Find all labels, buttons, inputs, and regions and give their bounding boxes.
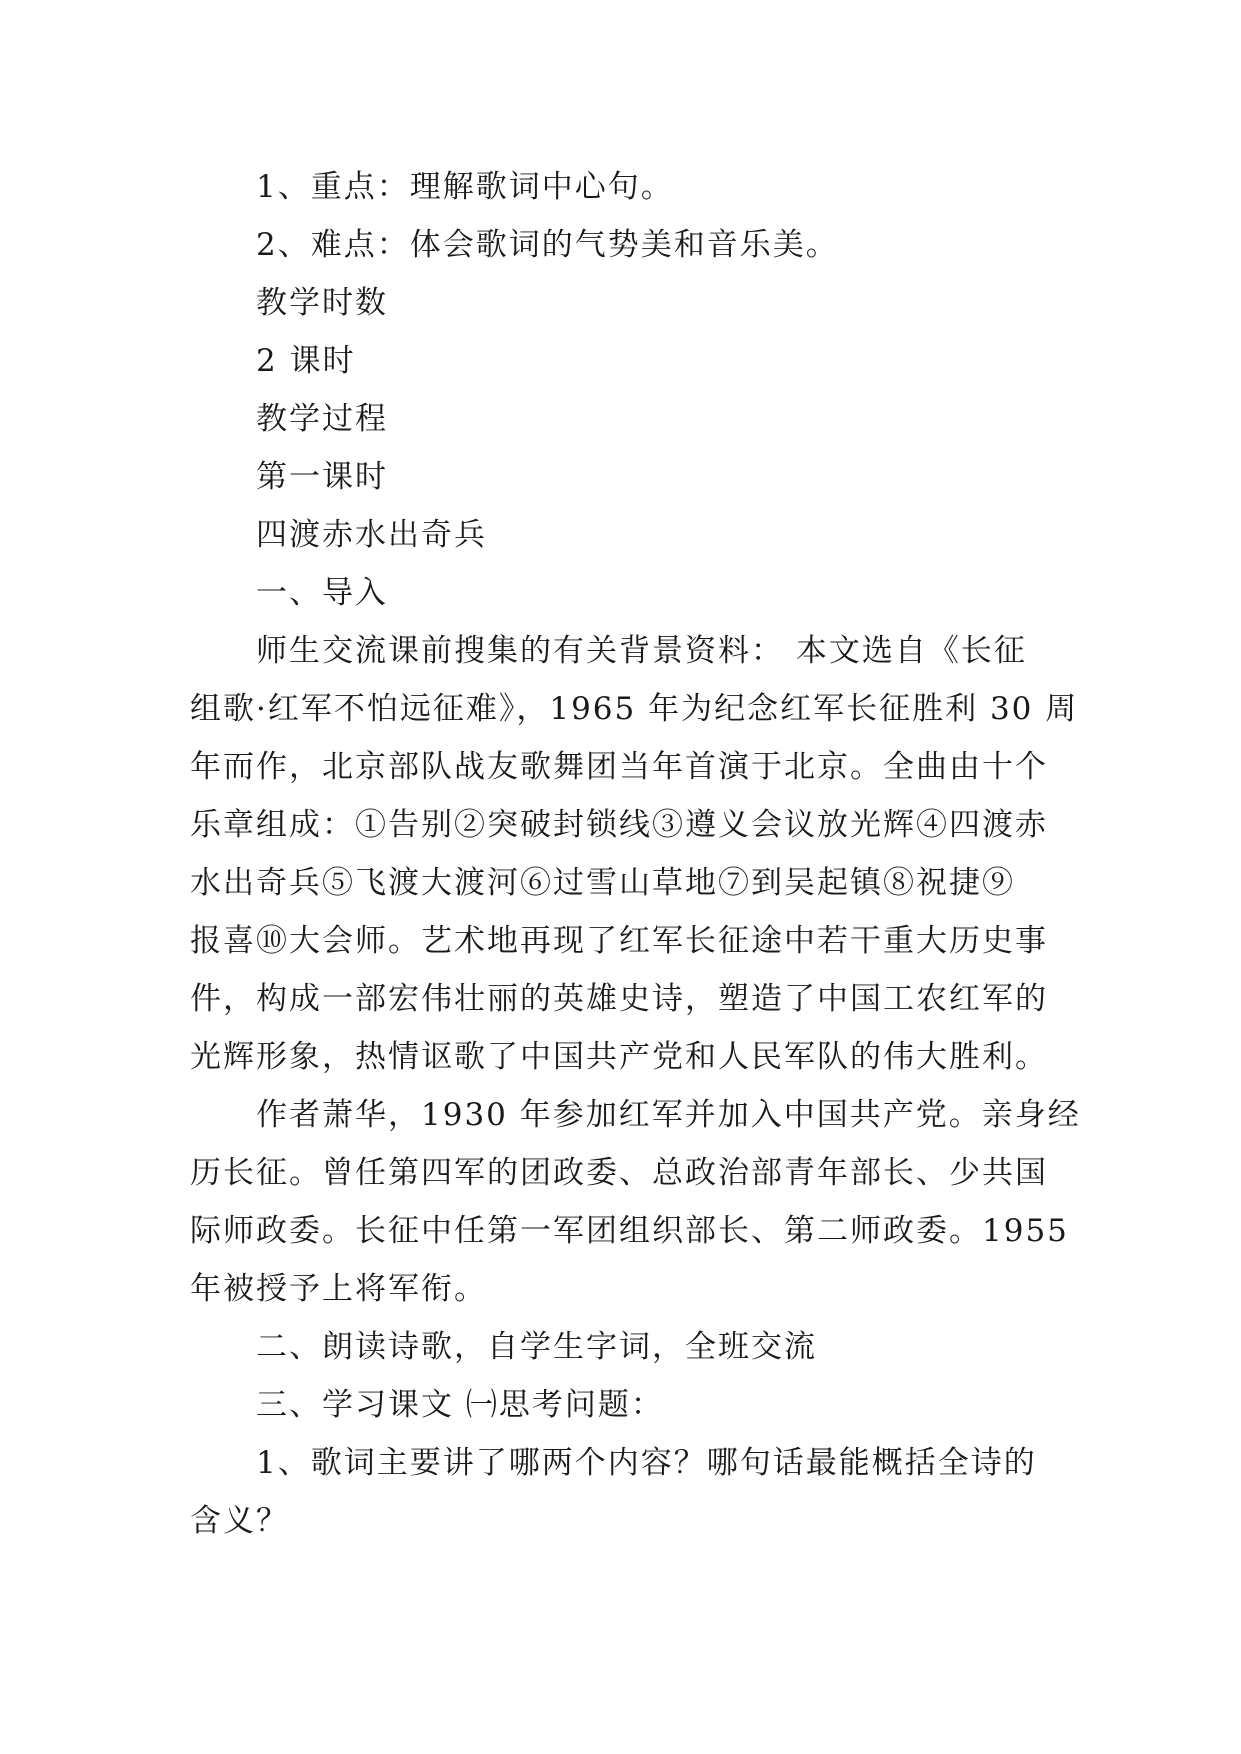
teaching-process-heading: 教学过程 bbox=[256, 401, 388, 437]
paragraph-line: 师生交流课前搜集的有关背景资料： 本文选自《长征 bbox=[256, 633, 1027, 669]
paragraph-line: 乐章组成：①告别②突破封锁线③遵义会议放光辉④四渡赤 bbox=[190, 807, 1048, 843]
paragraph-line: 件，构成一部宏伟壮丽的英雄史诗，塑造了中国工农红军的 bbox=[190, 981, 1048, 1017]
teaching-hours-heading: 教学时数 bbox=[256, 285, 388, 321]
paragraph-line: 作者萧华，1930 年参加红军并加入中国共产党。亲身经 bbox=[256, 1097, 1081, 1133]
teaching-hours-value: 2 课时 bbox=[256, 343, 356, 379]
paragraph-line: 水出奇兵⑤飞渡大渡河⑥过雪山草地⑦到吴起镇⑧祝捷⑨ bbox=[190, 865, 1015, 901]
key-point-line: 1、重点：理解歌词中心句。 bbox=[256, 169, 674, 205]
paragraph-line: 光辉形象，热情讴歌了中国共产党和人民军队的伟大胜利。 bbox=[190, 1039, 1048, 1075]
study-heading: 三、学习课文 ㈠思考问题： bbox=[256, 1387, 664, 1423]
paragraph-line: 含义？ bbox=[190, 1503, 289, 1539]
difficult-point-line: 2、难点：体会歌词的气势美和音乐美。 bbox=[256, 227, 839, 263]
paragraph-line: 报喜⑩大会师。艺术地再现了红军长征途中若干重大历史事 bbox=[190, 923, 1048, 959]
introduction-heading: 一、导入 bbox=[256, 575, 388, 611]
question-paragraph bbox=[190, 1434, 1060, 1550]
paragraph-line: 1、歌词主要讲了哪两个内容？哪句话最能概括全诗的 bbox=[256, 1445, 1037, 1481]
paragraph-line: 年被授予上将军衔。 bbox=[190, 1271, 487, 1307]
author-paragraph bbox=[190, 1086, 1081, 1318]
reading-heading: 二、朗读诗歌，自学生字词，全班交流 bbox=[256, 1329, 817, 1365]
paragraph-line: 组歌·红军不怕远征难》，1965 年为纪念红军长征胜利 30 周 bbox=[190, 691, 1079, 727]
paragraph-line: 际师政委。长征中任第一军团组织部长、第二师政委。1955 bbox=[190, 1213, 1069, 1249]
paragraph-line: 历长征。曾任第四军的团政委、总政治部青年部长、少共国 bbox=[190, 1155, 1048, 1191]
poem-title: 四渡赤水出奇兵 bbox=[256, 517, 487, 553]
paragraph-line: 年而作，北京部队战友歌舞团当年首演于北京。全曲由十个 bbox=[190, 749, 1048, 785]
document-body bbox=[190, 158, 1081, 1550]
background-paragraph bbox=[190, 622, 1079, 1086]
first-lesson-heading: 第一课时 bbox=[256, 459, 388, 495]
